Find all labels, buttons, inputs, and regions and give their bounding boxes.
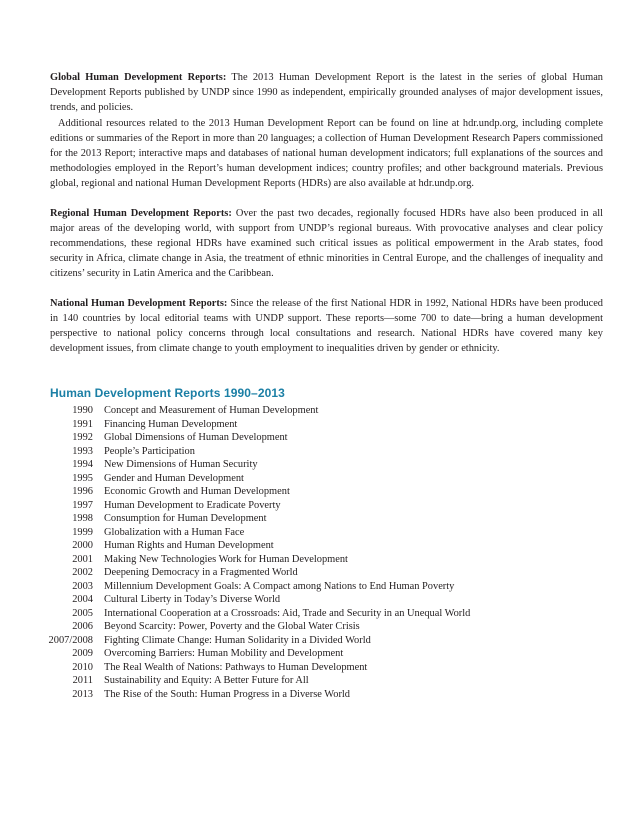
global-hdr-paragraph xyxy=(50,70,603,116)
report-year: 2013 xyxy=(72,688,93,700)
report-year: 2000 xyxy=(72,540,93,552)
report-title: International Cooperation at a Crossroads: Aid, Trade and Security in an Unequal World xyxy=(104,607,471,619)
page-content xyxy=(50,70,603,701)
report-year: 2005 xyxy=(72,607,93,619)
report-title: Human Rights and Human Development xyxy=(104,540,274,552)
list-item xyxy=(50,607,603,621)
report-year: 1996 xyxy=(72,486,93,498)
report-year: 1993 xyxy=(72,445,93,457)
report-title: The Real Wealth of Nations: Pathways to Human Development xyxy=(104,661,368,673)
list-item xyxy=(50,688,603,702)
report-title: Human Development to Eradicate Poverty xyxy=(104,499,281,511)
list-item xyxy=(50,539,603,553)
report-year: 2002 xyxy=(72,567,93,579)
report-title: Sustainability and Equity: A Better Future for All xyxy=(104,675,309,687)
list-item xyxy=(50,445,603,459)
regional-hdr-lead: Regional Human Development Reports: xyxy=(50,207,232,219)
report-year: 2009 xyxy=(72,648,93,660)
report-title: Globalization with a Human Face xyxy=(104,526,245,538)
report-title: People’s Participation xyxy=(104,445,195,457)
report-title: Cultural Liberty in Today’s Diverse World xyxy=(104,594,281,606)
report-year: 2004 xyxy=(72,594,93,606)
list-item xyxy=(50,674,603,688)
report-year: 2003 xyxy=(72,580,93,592)
report-year: 1995 xyxy=(72,472,93,484)
additional-resources-paragraph: Additional resources related to the 2013 Human Development Report can be found on line at hdr.undp.org, including complete editions or summaries of the Report in more than 20 languages; a collection of Human Development Research Papers commissioned for the 2013 Report; interactive maps and databases of national human development indicators; full explanations of the sources and methodologies employed in the Report’s human development indices; country profiles; and other background materials. Previous global, regional and national Human Development Reports (HDRs) are also available at hdr.undp.org. xyxy=(50,117,603,190)
report-title: Deepening Democracy in a Fragmented World xyxy=(104,567,298,579)
list-item xyxy=(50,661,603,675)
list-item xyxy=(50,620,603,634)
report-title: Fighting Climate Change: Human Solidarity in a Divided World xyxy=(104,634,371,646)
list-item xyxy=(50,418,603,432)
global-hdr-text: The 2013 Human Development Report is the latest in the series of global Human Development Reports published by UNDP since 1990 as independent, empirically grounded analyses of major development issues, trends, and policies. xyxy=(50,72,603,114)
report-title: The Rise of the South: Human Progress in a Diverse World xyxy=(104,688,351,700)
report-title: Economic Growth and Human Development xyxy=(104,486,290,498)
list-item xyxy=(50,634,603,648)
list-item xyxy=(50,526,603,540)
list-item xyxy=(50,431,603,445)
report-year: 2010 xyxy=(72,661,93,673)
reports-heading: Human Development Reports 1990–2013 xyxy=(50,386,285,401)
report-title: Millennium Development Goals: A Compact among Nations to End Human Poverty xyxy=(104,580,455,592)
report-year: 1991 xyxy=(72,418,93,430)
report-year: 2011 xyxy=(72,675,93,687)
global-hdr-lead: Global Human Development Reports: xyxy=(50,72,227,83)
report-year: 1998 xyxy=(72,513,93,525)
report-year: 1994 xyxy=(72,459,93,471)
list-item xyxy=(50,499,603,513)
list-item xyxy=(50,580,603,594)
report-year: 1997 xyxy=(72,499,93,511)
report-title: Financing Human Development xyxy=(104,418,238,430)
list-item xyxy=(50,458,603,472)
report-title: Gender and Human Development xyxy=(104,472,244,484)
report-year: 1992 xyxy=(72,432,93,444)
report-title: Beyond Scarcity: Power, Poverty and the Global Water Crisis xyxy=(104,621,360,633)
report-title: Making New Technologies Work for Human Development xyxy=(104,553,348,565)
national-hdr-lead: National Human Development Reports: xyxy=(50,297,228,309)
report-year: 1999 xyxy=(72,526,93,538)
report-title: Global Dimensions of Human Development xyxy=(104,432,288,444)
reports-list xyxy=(50,404,603,701)
list-item xyxy=(50,553,603,567)
report-title: New Dimensions of Human Security xyxy=(104,459,258,471)
report-title: Concept and Measurement of Human Development xyxy=(104,405,319,417)
report-year: 2007/2008 xyxy=(48,634,93,646)
list-item xyxy=(50,647,603,661)
report-year: 1990 xyxy=(72,405,93,417)
report-year: 2001 xyxy=(72,553,93,565)
national-hdr-paragraph xyxy=(50,296,603,357)
report-title: Overcoming Barriers: Human Mobility and Development xyxy=(104,648,344,660)
report-year: 2006 xyxy=(72,621,93,633)
report-title: Consumption for Human Development xyxy=(104,513,267,525)
regional-hdr-paragraph xyxy=(50,206,603,282)
regional-hdr-text: Over the past two decades, regionally focused HDRs have also been produced in all major areas of the developing world, with support from UNDP’s regional bureaus. With provocative analyses and clear policy recommendations, these regional HDRs have examined such critical issues as political empowerment in the Arab states, food security in Africa, climate change in Asia, the treatment of ethnic minorities in Central Europe, and the challenges of inequality and citizens’ security in Latin America and the Caribbean. xyxy=(50,207,603,280)
list-item xyxy=(50,593,603,607)
list-item xyxy=(50,566,603,580)
list-item xyxy=(50,404,603,418)
list-item xyxy=(50,512,603,526)
list-item xyxy=(50,485,603,499)
list-item xyxy=(50,472,603,486)
national-hdr-text: Since the release of the first National HDR in 1992, National HDRs have been produced in 140 countries by local editorial teams with UNDP support. These reports—some 700 to date—bring a human development perspective to national policy concerns through local consultations and research. National HDRs have covered many key development issues, from climate change to youth employment to inequalities driven by gender or ethnicity. xyxy=(50,297,604,355)
